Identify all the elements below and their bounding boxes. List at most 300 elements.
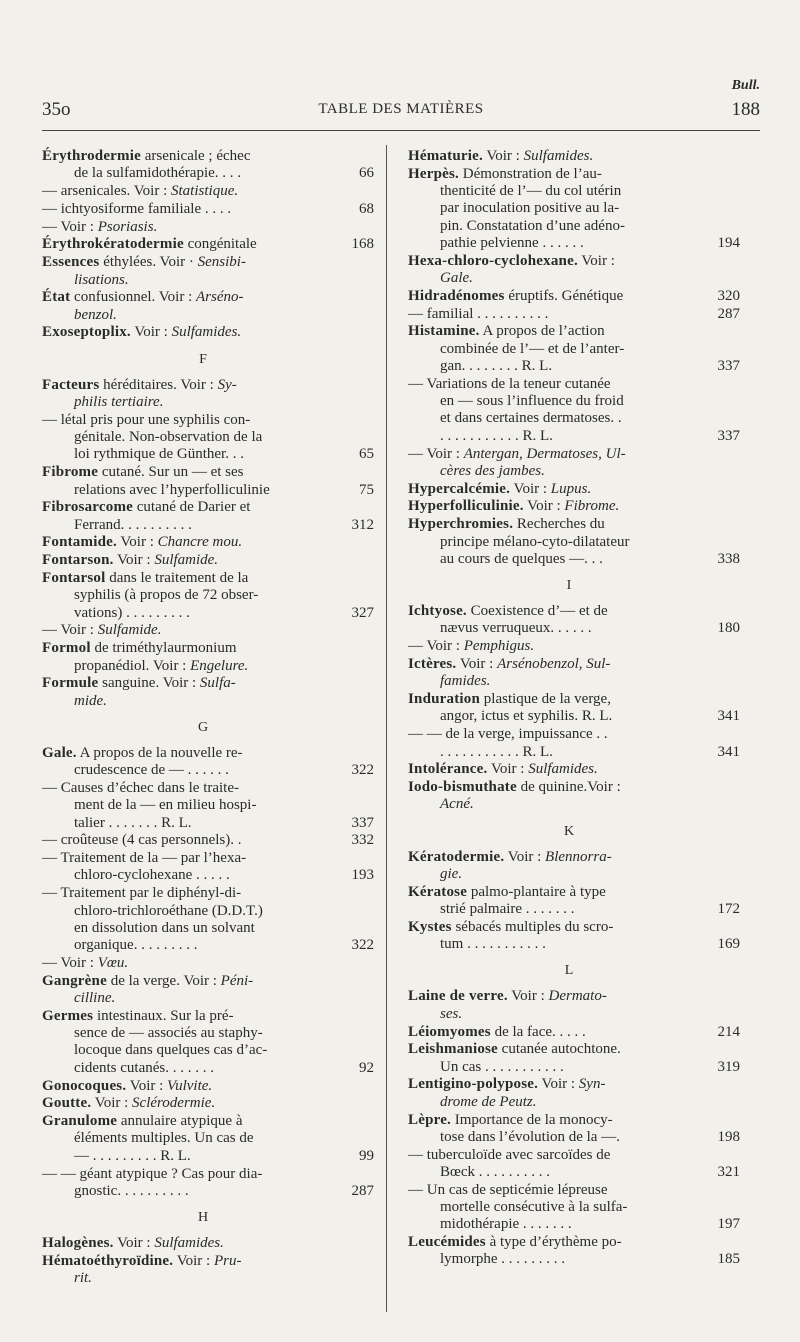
entry-text: en — sous l’influence du froid (440, 393, 624, 410)
entry-line (408, 1129, 696, 1146)
entry-line (408, 306, 696, 323)
index-entry (408, 253, 740, 288)
entry-headword: Hyperfolliculinie. (408, 498, 524, 515)
entry-line (408, 446, 696, 463)
entry-line (408, 726, 696, 743)
section-letter: G (197, 719, 209, 735)
index-entry (408, 288, 740, 305)
entry-line (42, 1166, 330, 1183)
entry-text: — familial . . . . . . . . . . (408, 305, 549, 322)
entry-text: plastique de la verge, (480, 691, 611, 708)
index-entry (408, 603, 740, 638)
entry-text: crudescence de — . . . . . . (74, 762, 229, 779)
entry-text: Recherches du (513, 516, 605, 533)
index-entry (408, 148, 740, 165)
entry-crossref: Blennorra- (545, 848, 612, 865)
index-entry (408, 516, 740, 568)
entry-text: chloro-trichloroéthane (D.D.T.) (74, 902, 263, 919)
entry-text: Voir : (577, 252, 615, 269)
entry-text: cutané de Darier et (133, 499, 251, 516)
entry-line (42, 955, 330, 972)
entry-line (42, 254, 330, 271)
index-entry (408, 849, 740, 884)
entry-text: Voir : (482, 148, 524, 164)
entry-line (408, 1216, 696, 1233)
entry-crossref: Psoriasis. (97, 218, 158, 235)
entry-text: arsenicale ; échec (140, 148, 251, 164)
entry-line (408, 1164, 696, 1181)
entry-text: de la sulfamidothérapie. . . . (74, 165, 242, 182)
section-letter: L (564, 963, 574, 979)
entry-line (42, 903, 330, 920)
entry-line (408, 341, 696, 358)
index-entry (42, 1253, 374, 1288)
entry-line (408, 323, 696, 340)
entry-headword: Essences (42, 254, 100, 271)
entry-text: de la verge. Voir : (106, 972, 221, 989)
entry-line (42, 920, 330, 937)
entry-line (408, 1059, 696, 1076)
entry-line (42, 377, 330, 394)
entry-headword: Fontamide. (42, 534, 117, 551)
entry-text: et dans certaines dermatoses. . (440, 410, 622, 427)
entry-line (42, 832, 330, 849)
entry-headword: Fibrosarcome (42, 499, 133, 516)
entry-text: chloro-cyclohexane . . . . . (74, 867, 230, 884)
entry-line (408, 410, 696, 427)
entry-line (408, 673, 696, 690)
index-entry (42, 183, 374, 200)
page-reference: 75 (359, 481, 374, 498)
entry-crossref: Pemphigus. (463, 638, 535, 655)
entry-text: — Voir : (408, 638, 464, 655)
entry-line (408, 218, 696, 235)
entry-line (408, 253, 696, 270)
section-letter: F (199, 351, 207, 367)
volume-number: 188 (731, 99, 760, 120)
entry-line (408, 901, 696, 918)
index-entry (408, 638, 740, 655)
entry-text: Un cas . . . . . . . . . . . (440, 1058, 564, 1075)
entry-text: de quinine.Voir : (516, 779, 621, 796)
entry-crossref: Sclérodermie. (132, 1095, 216, 1112)
entry-text: congénitale (183, 236, 257, 253)
entry-text: — . . . . . . . . . R. L. (74, 1147, 191, 1164)
entry-headword: Facteurs (42, 376, 100, 393)
page-reference: 99 (359, 1147, 374, 1164)
entry-text: — Voir : (42, 622, 98, 639)
entry-text: — létal pris pour une syphilis con- (42, 411, 251, 428)
entry-line (408, 1199, 696, 1216)
index-entry (42, 412, 374, 464)
entry-headword: Induration (408, 691, 481, 708)
entry-headword: Lentigino-polypose. (408, 1076, 539, 1093)
entry-line (408, 498, 696, 515)
entry-crossref: Fibrome. (564, 498, 620, 515)
entry-text: Voir : (173, 1252, 214, 1269)
entry-text: gan. . . . . . . . R. L. (440, 358, 553, 375)
entry-line (42, 307, 330, 324)
entry-crossref: lisations. (74, 271, 129, 288)
entry-line (408, 235, 696, 252)
entry-line (408, 288, 696, 305)
entry-line (408, 200, 696, 217)
index-entry (42, 640, 374, 675)
page-reference: 92 (359, 1059, 374, 1076)
entry-line (408, 481, 696, 498)
entry-text: Voir : (523, 498, 565, 515)
entry-line (408, 1182, 696, 1199)
entry-text: cidents cutanés. . . . . . . (74, 1059, 214, 1076)
entry-line (408, 516, 696, 533)
index-entry (42, 1008, 374, 1077)
entry-line (42, 850, 330, 867)
index-entry (42, 499, 374, 534)
index-entry (42, 254, 374, 289)
entry-text: Voir : (456, 656, 498, 673)
entry-line (42, 517, 330, 534)
entry-line (408, 620, 696, 637)
entry-line (408, 1006, 696, 1023)
entry-text: par inoculation positive au la- (440, 200, 620, 217)
entry-text: A propos de l’action (479, 323, 605, 340)
entry-text: vations) . . . . . . . . . (74, 604, 190, 621)
entry-text: — Traitement par le diphényl-di- (42, 885, 242, 902)
entry-crossref: Sy- (217, 376, 237, 393)
entry-line (42, 1235, 330, 1252)
entry-crossref: mide. (74, 692, 107, 709)
entry-crossref: Sensibi- (197, 254, 246, 271)
entry-line (408, 988, 696, 1005)
entry-line (408, 166, 696, 183)
entry-headword: Kystes (408, 918, 452, 935)
page-reference: 327 (351, 604, 374, 621)
entry-line (408, 884, 696, 901)
entry-line (42, 640, 330, 657)
entry-text: éléments multiples. Un cas de (74, 1130, 254, 1147)
index-entry (42, 1113, 374, 1165)
entry-text: midothérapie . . . . . . . (440, 1216, 572, 1233)
entry-line (42, 482, 330, 499)
index-entry (408, 1041, 740, 1076)
entry-line (42, 1095, 330, 1112)
entry-crossref: Sulfamides. (171, 324, 242, 341)
entry-text: — Traitement de la — par l’hexa- (42, 850, 247, 867)
section-letter: I (566, 578, 572, 594)
entry-line (408, 1112, 696, 1129)
entry-text: — Causes d’échec dans le traite- (42, 780, 239, 796)
index-entry (408, 884, 740, 919)
entry-crossref: Sulfamides. (523, 148, 594, 164)
index-entry (408, 656, 740, 691)
entry-line (408, 1251, 696, 1268)
index-entry (408, 1234, 740, 1269)
entry-headword: Herpès. (408, 165, 459, 182)
entry-line (408, 393, 696, 410)
entry-text: de triméthylaurmonium (90, 640, 237, 657)
entry-line (42, 1060, 330, 1077)
entry-line (408, 148, 696, 165)
entry-line (408, 1041, 696, 1058)
index-entry (42, 780, 374, 832)
entry-line (42, 745, 330, 762)
entry-line (408, 936, 696, 953)
entry-headword: Exoseptoplix. (42, 324, 131, 341)
index-entry (42, 1166, 374, 1201)
entry-headword: Érythrokératodermie (42, 236, 184, 253)
entry-crossref: Lupus. (550, 480, 592, 497)
entry-headword: Gonocoques. (42, 1077, 127, 1094)
entry-line (42, 1148, 330, 1165)
entry-text: Voir : (91, 1095, 133, 1112)
index-entry (408, 779, 740, 814)
index-entry (42, 1078, 374, 1095)
index-entry (408, 306, 740, 323)
entry-line (408, 849, 696, 866)
entry-text: — Variations de la teneur cutanée (408, 375, 611, 392)
header-rule (42, 130, 760, 131)
entry-headword: Granulome (42, 1113, 118, 1130)
entry-line (42, 1183, 330, 1200)
entry-line (408, 761, 696, 778)
index-entry (42, 675, 374, 710)
index-entry (42, 552, 374, 569)
entry-text: Voir : (504, 848, 546, 865)
entry-text: organique. . . . . . . . . (74, 937, 198, 954)
index-entry (42, 289, 374, 324)
entry-text: — — de la verge, impuissance . . (408, 726, 608, 743)
page-number: 35o (42, 99, 71, 120)
entry-line (42, 797, 330, 814)
entry-line (42, 446, 330, 463)
entry-text: mortelle consécutive à la sulfa- (440, 1199, 628, 1216)
index-entry (408, 1147, 740, 1182)
entry-line (42, 1042, 330, 1059)
index-entry (42, 148, 374, 183)
entry-text: Voir : (538, 1076, 579, 1093)
entry-line (42, 1078, 330, 1095)
page-reference: 194 (717, 234, 740, 251)
entry-text: locoque dans quelques cas d’ac- (74, 1042, 268, 1059)
index-entry (408, 1076, 740, 1111)
entry-line (408, 428, 696, 445)
entry-text: — Un cas de septicémie lépreuse (408, 1181, 608, 1198)
entry-line (42, 464, 330, 481)
entry-headword: Formule (42, 675, 99, 692)
entry-headword: État (42, 289, 71, 306)
entry-crossref: Statistique. (171, 183, 239, 200)
entry-crossref: Antergan, Dermatoses, Ul- (463, 445, 626, 462)
entry-crossref: Sulfamides. (528, 761, 598, 778)
journal-abbreviation: Bull. (731, 78, 760, 93)
entry-line (408, 183, 696, 200)
index-entry (42, 1095, 374, 1112)
entry-text: intestinaux. Sur la pré- (93, 1007, 234, 1024)
index-entry (408, 761, 740, 778)
page-reference: 312 (351, 516, 374, 533)
entry-line (408, 376, 696, 393)
column-divider (386, 145, 387, 1312)
entry-headword: Leucémides (408, 1234, 486, 1251)
entry-crossref: Sulfa- (199, 675, 236, 692)
page-reference: 287 (717, 305, 740, 322)
entry-headword: Laine de verre. (408, 988, 508, 1005)
page-reference: 287 (351, 1182, 374, 1199)
entry-line (408, 358, 696, 375)
entry-text: Voir : (487, 761, 529, 778)
entry-crossref: Péni- (220, 972, 254, 989)
entry-crossref: Sulfamide. (154, 552, 219, 569)
index-entry (42, 464, 374, 499)
page-reference: 337 (717, 358, 740, 375)
page-header (42, 78, 760, 125)
entry-line (42, 867, 330, 884)
entry-line (42, 552, 330, 569)
entry-line (408, 534, 696, 551)
entry-crossref: ses. (440, 1005, 463, 1022)
page-reference: 172 (717, 901, 740, 918)
entry-line (42, 165, 330, 182)
entry-line (408, 796, 696, 813)
entry-crossref: drome de Peutz. (440, 1093, 537, 1110)
entry-text: lymorphe . . . . . . . . . (440, 1251, 565, 1268)
entry-line (408, 919, 696, 936)
entry-headword: Gangrène (42, 972, 107, 989)
entry-line (42, 219, 330, 236)
entry-text: . . . . . . . . . . . R. L. (440, 427, 553, 444)
entry-text: talier . . . . . . . R. L. (74, 814, 192, 831)
entry-line (42, 1130, 330, 1147)
page-reference: 193 (351, 867, 374, 884)
entry-text: A propos de la nouvelle re- (76, 744, 243, 761)
index-entry (42, 1235, 374, 1252)
entry-headword: Histamine. (408, 323, 480, 340)
page-reference: 169 (717, 936, 740, 953)
entry-line (42, 622, 330, 639)
page-reference: 180 (717, 620, 740, 637)
entry-crossref: Vulvite. (167, 1077, 213, 1094)
entry-crossref: Dermato- (548, 988, 607, 1005)
entry-line (42, 534, 330, 551)
entry-text: cutanée autochtone. (497, 1041, 621, 1058)
entry-text: éthylées. Voir · (99, 254, 198, 271)
page-reference: 214 (717, 1023, 740, 1040)
page-reference: 332 (351, 832, 374, 849)
entry-headword: Intolérance. (408, 761, 488, 778)
page-reference: 341 (717, 743, 740, 760)
entry-headword: Fontarson. (42, 552, 114, 569)
entry-headword: Iodo-bismuthate (408, 779, 517, 796)
entry-text: relations avec l’hyperfolliculinie (74, 481, 270, 498)
entry-text: héréditaires. Voir : (99, 376, 218, 393)
entry-line (42, 973, 330, 990)
entry-text: génitale. Non-observation de la (74, 429, 263, 446)
entry-text: ment de la — en milieu hospi- (74, 797, 257, 814)
index-entry (408, 988, 740, 1023)
entry-crossref: rit. (74, 1270, 92, 1287)
page-reference: 319 (717, 1058, 740, 1075)
entry-crossref: philis tertiaire. (74, 394, 164, 411)
entry-line (408, 656, 696, 673)
index-entry (408, 446, 740, 481)
index-entry (408, 323, 740, 375)
entry-text: éruptifs. Génétique (504, 287, 624, 304)
entry-line (42, 1025, 330, 1042)
entry-text: strié palmaire . . . . . . . (440, 901, 575, 918)
entry-line (42, 570, 330, 587)
entry-line (42, 780, 330, 797)
entry-line (42, 148, 330, 165)
entry-headword: Léiomyomes (408, 1023, 491, 1040)
entry-line (42, 412, 330, 429)
index-entry (42, 570, 374, 622)
entry-text: tose dans l’évolution de la —. (440, 1128, 620, 1145)
entry-crossref: Arsénobenzol, Sul- (497, 656, 611, 673)
entry-text: Démonstration de l’au- (458, 165, 602, 182)
entry-line (42, 605, 330, 622)
page-reference: 66 (359, 165, 374, 182)
entry-text: — — géant atypique ? Cas pour dia- (42, 1165, 263, 1182)
entry-text: — Voir : (42, 218, 98, 235)
left-column (42, 148, 374, 1288)
entry-text: Coexistence d’— et de (466, 603, 608, 620)
entry-text: Voir : (126, 1077, 168, 1094)
entry-text: gnostic. . . . . . . . . . (74, 1182, 189, 1199)
entry-crossref: Engelure. (190, 657, 249, 674)
entry-line (42, 183, 330, 200)
index-entry (42, 850, 374, 885)
entry-headword: Halogènes. (42, 1235, 114, 1252)
entry-text: Voir : (116, 534, 158, 551)
page-reference: 322 (351, 937, 374, 954)
index-entry (42, 832, 374, 849)
section-letter: H (197, 1210, 209, 1226)
entry-text: angor, ictus et syphilis. R. L. (440, 708, 613, 725)
entry-line (42, 885, 330, 902)
entry-crossref: Syn- (578, 1076, 606, 1093)
entry-line (408, 1234, 696, 1251)
entry-line (42, 272, 330, 289)
entry-line (42, 1253, 330, 1270)
entry-text: dans le traitement de la (105, 570, 249, 587)
index-entry (42, 955, 374, 972)
section-letter: K (563, 823, 575, 839)
running-title: TABLE DES MATIÈRES (318, 101, 484, 117)
page-reference: 168 (351, 236, 374, 253)
index-entry (42, 622, 374, 639)
entry-text: — ichtyosiforme familiale . . . . (42, 200, 232, 217)
entry-headword: Ichtyose. (408, 603, 467, 620)
entry-line (408, 270, 696, 287)
entry-line (42, 693, 330, 710)
index-entry (408, 1024, 740, 1041)
index-entry (408, 919, 740, 954)
entry-line (408, 1094, 696, 1111)
entry-headword: Germes (42, 1007, 94, 1024)
entry-crossref: Sulfamide. (97, 622, 162, 639)
entry-text: sanguine. Voir : (98, 675, 200, 692)
entry-line (42, 762, 330, 779)
entry-text: pathie pelvienne . . . . . . (440, 234, 584, 251)
entry-text: Voir : (113, 1235, 155, 1252)
entry-line (42, 675, 330, 692)
entry-line (408, 1076, 696, 1093)
index-entry (42, 885, 374, 954)
entry-crossref: cères des jambes. (440, 462, 545, 479)
entry-line (42, 1270, 330, 1287)
entry-line (42, 1113, 330, 1130)
entry-headword: Hypercalcémie. (408, 480, 511, 497)
